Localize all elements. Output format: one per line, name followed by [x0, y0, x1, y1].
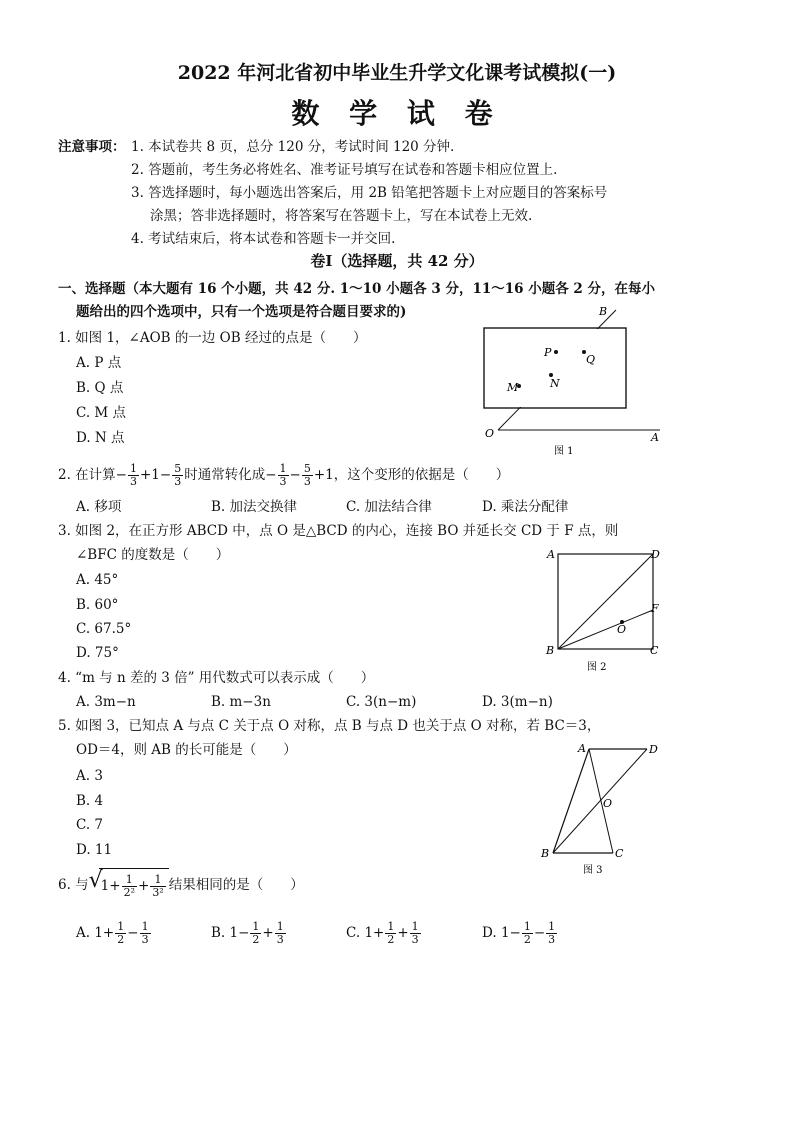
subject-title: 数 学 试 卷: [291, 97, 503, 130]
q6-option-d-frac-2-num: 1: [548, 920, 556, 933]
fig1-caption: 图 1: [554, 446, 574, 457]
q6-radical: [89, 868, 169, 903]
q6-option-a-letter: A.: [76, 925, 91, 941]
figure-1: [470, 300, 680, 460]
q2-text-pre: 2. 在计算−: [58, 467, 127, 483]
q2-text-mid2: 时通常转化成−: [184, 467, 277, 483]
q6-option-a-part2: −: [127, 925, 139, 941]
q6-option-a-frac-1: [115, 921, 126, 946]
q1-option-d: D. N 点: [76, 430, 125, 446]
q6-option-b-part1: 1−: [229, 925, 250, 941]
q2-frac-2-den: 3: [174, 475, 182, 488]
q5-option-a: A. 3: [76, 768, 103, 784]
q6-rad-frac-2-den: 3²: [152, 886, 164, 899]
q6-stem: [58, 868, 304, 903]
fig3-caption: 图 3: [583, 865, 603, 876]
q1-stem: 1. 如图 1，∠AOB 的一边 OB 经过的点是（ ）: [58, 330, 367, 346]
section-title: 卷Ⅰ（选择题，共 42 分）: [310, 252, 484, 270]
q6-option-a: [76, 918, 152, 948]
q6-rad-frac-1: [122, 874, 137, 899]
fig2-label-a: A: [547, 548, 555, 561]
part1-instructions-2: 题给出的四个选项中，只有一个选项是符合题目要求的): [76, 304, 407, 320]
fig1-rect-fill: [485, 329, 625, 407]
q6-option-c-frac-2-num: 1: [411, 920, 419, 933]
q6-option-d-frac-1-den: 2: [523, 933, 531, 946]
q6-option-a-frac-2-num: 1: [141, 920, 149, 933]
q2-frac-1: [128, 463, 139, 488]
fig1-label-o: O: [485, 427, 495, 440]
q4-stem: 4. “m 与 n 差的 3 倍” 用代数式可以表示成（ ）: [58, 670, 375, 686]
q6-option-d-frac-1-num: 1: [523, 920, 531, 933]
q6-option-a-frac-1-num: 1: [117, 920, 125, 933]
q6-option-d-part1: 1−: [500, 925, 521, 941]
q6-option-c-part1: 1+: [364, 925, 385, 941]
notice-item-3: 3. 答选择题时，每小题选出答案后，用 2B 铅笔把答题卡上对应题目的答案标号: [131, 185, 608, 201]
exam-title: 2022 年河北省初中毕业生升学文化课考试模拟(一): [177, 62, 617, 84]
q3-stem-line2: ∠BFC 的度数是（ ）: [76, 547, 230, 563]
q4-option-c: C. 3(n−m): [346, 694, 417, 710]
q6-option-d-frac-2-den: 3: [548, 933, 556, 946]
q2-option-b: B. 加法交换律: [211, 499, 298, 515]
fig2-label-o: O: [617, 623, 627, 636]
q1-option-a: A. P 点: [76, 355, 122, 371]
notice-label: 注意事项：: [58, 139, 126, 155]
q6-rad-frac-2-num: 1: [150, 874, 165, 887]
q5-option-c: C. 7: [76, 817, 104, 833]
q6-option-c-letter: C.: [346, 925, 361, 941]
fig3-label-c: C: [615, 847, 624, 860]
fig3-label-a: A: [578, 742, 586, 755]
q6-option-c-part2: +: [397, 925, 409, 941]
q6-text-post: 结果相同的是（ ）: [168, 877, 304, 893]
q2-frac-3-den: 3: [279, 475, 287, 488]
q2-option-c: C. 加法结合律: [346, 499, 432, 515]
q5-option-d: D. 11: [76, 842, 113, 858]
fig1-label-p: P: [544, 346, 552, 359]
q2-frac-1-num: 1: [129, 462, 137, 475]
q2-frac-4: [302, 463, 313, 488]
notice-item-1: 1. 本试卷共 8 页，总分 120 分，考试时间 120 分钟.: [131, 139, 455, 155]
q2-text-post: +1，这个变形的依据是（ ）: [313, 467, 510, 483]
q6-option-b: [211, 918, 287, 948]
fig1-label-b: B: [599, 305, 608, 318]
q6-option-a-frac-2: [140, 921, 151, 946]
fig2-diagonal-bd: [558, 554, 653, 649]
q6-option-b-frac-1: [250, 921, 261, 946]
fig2-label-d: D: [651, 548, 660, 561]
q6-option-a-frac-1-den: 2: [117, 933, 125, 946]
notice-item-2: 2. 答题前，考生务必将姓名、准考证号填写在试卷和答题卡相应位置上.: [131, 162, 558, 178]
q6-option-c-frac-2: [410, 921, 421, 946]
q2-stem: [58, 460, 509, 490]
q2-frac-3: [278, 463, 289, 488]
q6-radicand-b: +: [138, 878, 150, 894]
fig2-label-f: F: [651, 602, 659, 615]
q2-frac-2: [172, 463, 183, 488]
q6-option-b-frac-1-den: 2: [252, 933, 260, 946]
q6-rad-frac-1-den: 2²: [123, 886, 135, 899]
q4-option-d: D. 3(m−n): [482, 694, 553, 710]
q2-text-mid1: +1−: [139, 467, 172, 483]
q5-stem-line2: OD＝4，则 AB 的长可能是（ ）: [76, 742, 297, 758]
q6-option-c-frac-1-num: 1: [387, 920, 395, 933]
q5-option-b: B. 4: [76, 793, 104, 809]
fig3-label-b: B: [541, 847, 550, 860]
q3-option-a: A. 45°: [76, 572, 119, 588]
q6-option-b-frac-1-num: 1: [252, 920, 260, 933]
q2-frac-4-den: 3: [303, 475, 311, 488]
fig1-label-m: M: [507, 381, 519, 394]
q2-frac-4-num: 5: [303, 462, 311, 475]
fig1-label-a: A: [651, 431, 659, 444]
part1-instructions-1: 一、选择题（本大题有 16 个小题，共 42 分. 1～10 小题各 3 分，11～16 小题各 2 分，在每小: [58, 281, 656, 297]
q6-option-c: [346, 918, 422, 948]
q6-option-c-frac-2-den: 3: [411, 933, 419, 946]
q6-rad-frac-1-num: 1: [122, 874, 137, 887]
q6-option-d-frac-2: [546, 921, 557, 946]
q2-option-d: D. 乘法分配律: [482, 499, 569, 515]
q2-option-a: A. 移项: [76, 499, 122, 515]
q4-option-a: A. 3m−n: [76, 694, 136, 710]
q2-frac-1-den: 3: [129, 475, 137, 488]
q6-option-c-frac-1-den: 2: [387, 933, 395, 946]
q6-option-c-frac-1: [385, 921, 396, 946]
q2-frac-2-num: 5: [174, 462, 182, 475]
q6-option-a-part1: 1+: [94, 925, 115, 941]
q6-option-a-frac-2-den: 3: [141, 933, 149, 946]
fig3-segment-ab: [553, 749, 589, 853]
fig1-label-q: Q: [586, 353, 596, 366]
fig3-label-d: D: [649, 743, 658, 756]
q6-rad-frac-2: [150, 874, 165, 899]
q6-radicand-a: 1+: [100, 878, 121, 894]
q6-option-b-frac-2-den: 3: [276, 933, 284, 946]
q6-option-b-part2: +: [262, 925, 274, 941]
q2-text-mid3: −: [289, 467, 301, 483]
q3-stem-line1: 3. 如图 2，在正方形 ABCD 中，点 O 是△BCD 的内心，连接 BO 并延长交 CD 于 F 点，则: [58, 523, 619, 539]
sqrt-icon: √: [88, 868, 103, 893]
q6-option-d: [482, 918, 558, 948]
q6-option-d-letter: D.: [482, 925, 497, 941]
fig3-segment-bd: [553, 749, 647, 853]
fig2-label-b: B: [546, 644, 555, 657]
fig2-caption: 图 2: [587, 662, 607, 673]
q3-option-d: D. 75°: [76, 645, 119, 661]
q3-option-c: C. 67.5°: [76, 621, 132, 637]
q1-option-b: B. Q 点: [76, 380, 124, 396]
figure-3: [535, 735, 670, 880]
q6-option-b-frac-2: [275, 921, 286, 946]
fig3-label-o: O: [603, 797, 613, 810]
q6-text-pre: 6. 与: [58, 877, 89, 893]
fig2-line-bf: [558, 610, 653, 649]
fig1-point-p: [554, 350, 558, 354]
q3-option-b: B. 60°: [76, 597, 119, 613]
notice-item-4: 4. 考试结束后，将本试卷和答题卡一并交回.: [131, 231, 396, 247]
fig1-label-n: N: [550, 377, 560, 390]
q1-option-c: C. M 点: [76, 405, 127, 421]
notice-item-3-cont: 涂黑；答非选择题时，将答案写在答题卡上，写在本试卷上无效.: [150, 208, 533, 224]
q6-option-b-letter: B.: [211, 925, 226, 941]
q6-option-d-frac-1: [522, 921, 533, 946]
q2-frac-3-num: 1: [279, 462, 287, 475]
q5-stem-line1: 5. 如图 3，已知点 A 与点 C 关于点 O 对称，点 B 与点 D 也关于点 O 对称，若 BC＝3，: [58, 718, 601, 734]
q6-radicand: [99, 868, 169, 903]
figure-2: [540, 540, 670, 675]
q4-option-b: B. m−3n: [211, 694, 271, 710]
fig2-label-c: C: [650, 644, 659, 657]
q6-option-b-frac-2-num: 1: [276, 920, 284, 933]
q6-option-d-part2: −: [533, 925, 546, 941]
